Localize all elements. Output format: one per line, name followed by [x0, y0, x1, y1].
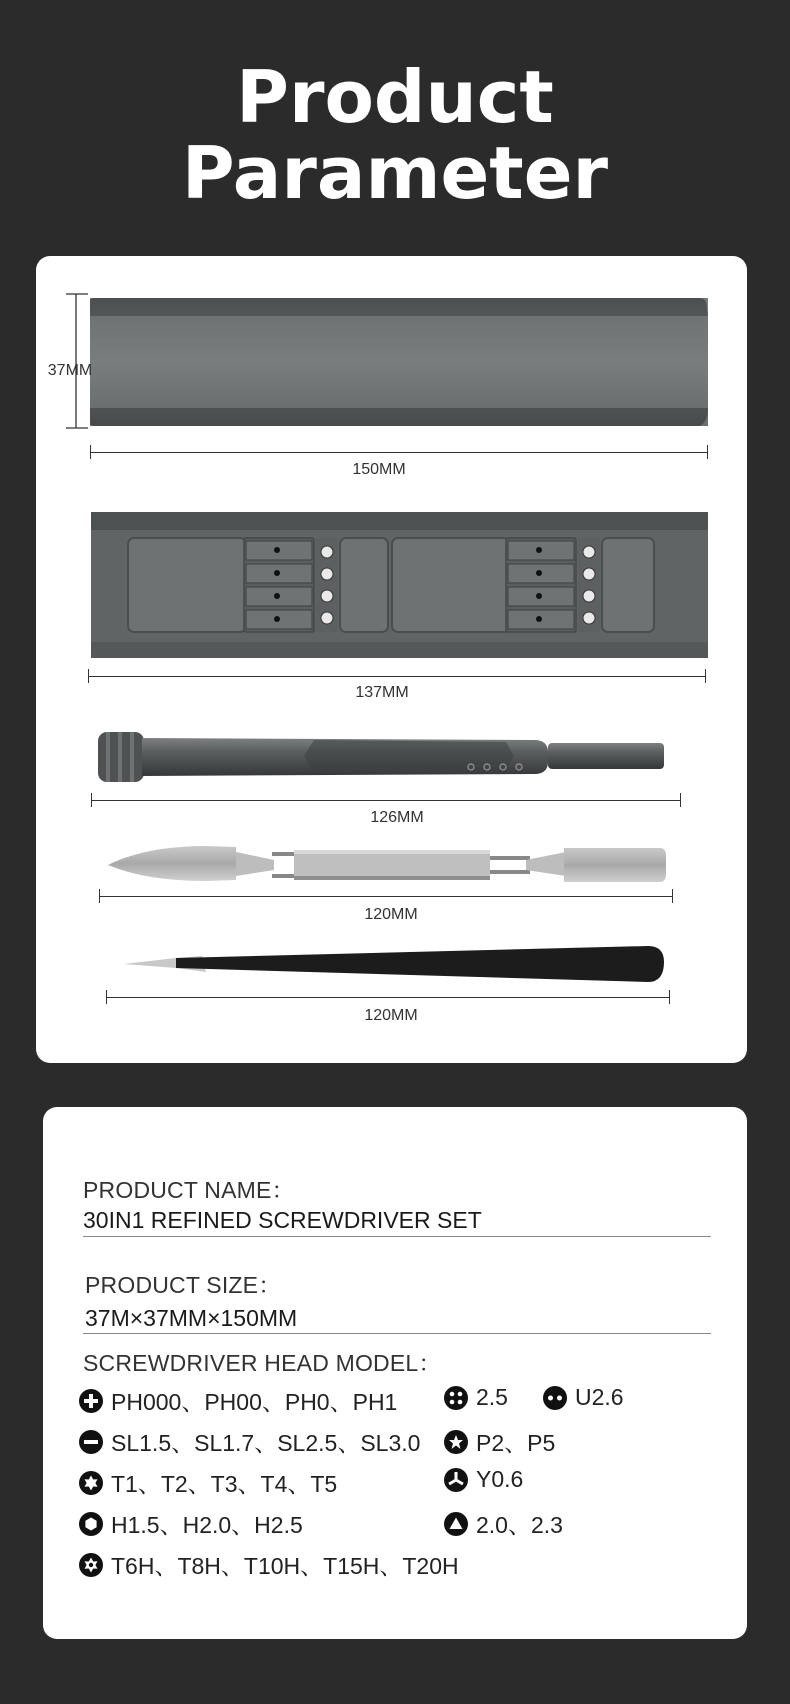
head-model-text: SL1.5、SL1.7、SL2.5、SL3.0	[111, 1430, 421, 1456]
head-model-text: H1.5、H2.0、H2.5	[111, 1512, 303, 1538]
four-dot-icon	[444, 1386, 468, 1410]
product-name-value: 30IN1 REFINED SCREWDRIVER SET	[83, 1207, 482, 1233]
case-length-line	[90, 452, 708, 453]
product-size-label: PRODUCT SIZE：	[85, 1272, 282, 1298]
product-size-value: 37M×37MM×150MM	[85, 1305, 298, 1331]
head-model-item	[543, 1384, 624, 1411]
dimensions-card	[36, 256, 747, 1063]
tweezers-length-line	[106, 997, 670, 998]
head-model-item	[79, 1466, 337, 1499]
head-model-item	[444, 1466, 523, 1493]
head-model-text: Y0.6	[476, 1466, 524, 1492]
spudger-length-line	[99, 896, 673, 897]
handle-length-line	[91, 800, 681, 801]
head-model-text: U2.6	[575, 1384, 624, 1410]
head-model-item	[79, 1548, 459, 1581]
head-model-text: T6H、T8H、T10H、T15H、T20H	[111, 1553, 459, 1579]
case-height-label: 37MM	[47, 362, 93, 379]
torx-icon	[79, 1471, 103, 1495]
head-model-label: SCREWDRIVER HEAD MODEL：	[83, 1350, 442, 1376]
head-model-text: 2.5	[476, 1384, 508, 1410]
head-model-item	[79, 1507, 303, 1540]
spudger-length-label: 120MM	[364, 906, 418, 923]
handle-length-label: 126MM	[370, 809, 424, 826]
triangle-icon	[444, 1512, 468, 1536]
closed-case-image	[36, 256, 747, 1063]
open-case-length-line	[88, 676, 706, 677]
head-model-item	[444, 1425, 555, 1458]
product-name-label: PRODUCT NAME：	[83, 1177, 295, 1203]
divider	[83, 1333, 711, 1334]
head-model-text: PH000、PH00、PH0、PH1	[111, 1389, 398, 1415]
head-model-text: T1、T2、T3、T4、T5	[111, 1471, 338, 1497]
head-model-item	[444, 1384, 508, 1411]
tweezers-length-label: 120MM	[364, 1007, 418, 1024]
divider	[83, 1236, 711, 1237]
head-model-item	[79, 1425, 420, 1458]
two-dot-icon	[543, 1386, 567, 1410]
head-model-text: 2.0、2.3	[476, 1512, 563, 1538]
phillips-icon	[79, 1389, 103, 1413]
case-length-label: 150MM	[352, 461, 406, 478]
tri-wing-icon	[444, 1468, 468, 1492]
head-model-item	[79, 1384, 397, 1417]
pentalobe-icon	[444, 1430, 468, 1454]
page-title-line2: Parameter	[181, 131, 609, 215]
head-model-item	[444, 1507, 563, 1540]
hex-icon	[79, 1512, 103, 1536]
head-model-text: P2、P5	[476, 1430, 556, 1456]
slotted-icon	[79, 1430, 103, 1454]
security-torx-icon	[79, 1553, 103, 1577]
open-case-length-label: 137MM	[355, 684, 409, 701]
page-title-line1: Product	[236, 55, 554, 139]
